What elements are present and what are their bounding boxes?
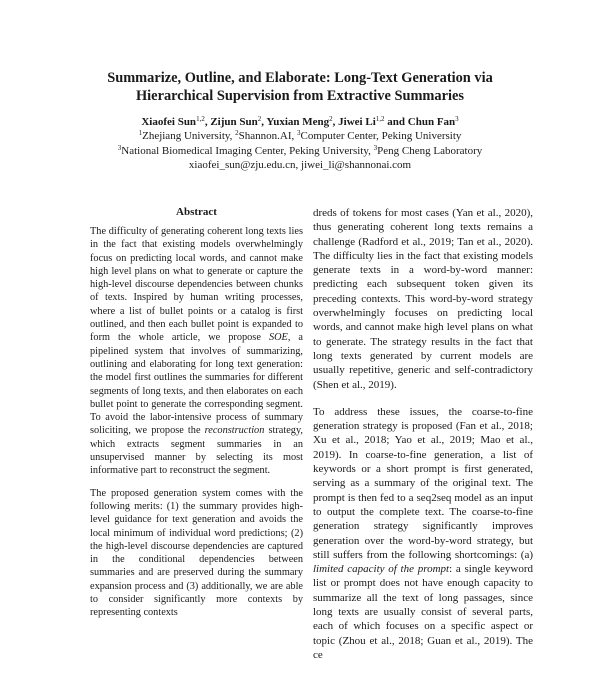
aff-sup: 3 [297, 129, 301, 138]
abstract-text: , a pipelined system that involves of summarizing, outlining and elaborating for long text generation: the model first outlines the summaries for different segments of long texts, and then elaborates on each bullet point to generate the corresponding segment. To avoid the labor-intensive process of summary soliciting, we propose the [90, 332, 304, 437]
abstract-emph: SOE [268, 332, 288, 344]
intro-text: : a single keyword list or prompt does not have enough capacity to summarize all the text of long passages, since long texts are usually consist of several parts, each of which focuses on a specific aspect or topic (Zhou et al., 2018; Guan et al., 2019). The ce [313, 563, 534, 661]
aff-sup: 3 [117, 143, 122, 152]
affiliation-line-1 [40, 129, 560, 143]
left-column [87, 206, 306, 628]
intro-paragraph-1: dreds of tokens for most cases (Yan et al., 2020), thus generating coherent long texts remains a challenge (Radford et al., 2019; Tan et al., 2020). The difficulty lies in the fact that existing models generate texts in a word-by-word manner: predicting each subsequent token given its preceding contexts. This word-by-word strategy overwhelmingly focuses on predicting local words, and cannot make high level plans on what to generate. The strategy results in the fact that long texts generated by current models are usually repetitive, generic and self-contradictory (Shen et al., 2019). [313, 207, 533, 391]
abstract-emph: reconstruction [204, 425, 265, 437]
aff-sup: 1 [138, 129, 143, 138]
aff-sup: 2 [235, 129, 239, 138]
author-sup: 2 [329, 115, 333, 123]
abstract-body [90, 225, 303, 620]
author-name: Chun Fan [407, 116, 456, 128]
author-name: Xiaofei Sun [141, 116, 197, 128]
paper-title [60, 69, 540, 105]
affiliation: Shannon.AI, [238, 130, 298, 143]
author-sup: 2 [257, 115, 262, 123]
title-line-2: Hierarchical Supervision from Extractive Summaries [135, 88, 464, 104]
abstract-heading: Abstract [176, 206, 217, 218]
affiliation: Zhejiang University, [142, 130, 236, 143]
intro-emph: limited capacity of the prompt [313, 563, 450, 576]
intro-text: To address these issues, the coarse-to-fine generation strategy is proposed (Fan et al., 2018; Xu et al., 2018; Yao et al., 2019; Mao et al., 2019). In coarse-to-fine generation, a list of keywords or a short prompt is first generated, serving as a summary of the original text. The prompt is then fed to a seq2seq model as an input to output the complete text. The coarse-to-fine generation strategy significantly improves generation over the word-by-word strategy, but still suffers from the following shortcomings: (a) [313, 405, 533, 561]
affiliation-line-2 [40, 144, 560, 158]
author-sup: 3 [455, 115, 459, 123]
author-emails: xiaofei_sun@zju.edu.cn, jiwei_li@shannonai.com [188, 159, 412, 172]
author-name: Jiwei Li [338, 116, 376, 128]
author-name: Yuxian Meng [266, 116, 330, 128]
abstract-paragraph [90, 225, 303, 478]
abstract-paragraph-2: The proposed generation system comes with the following merits: (1) the summary provides high-level guidance for text generation and avoids the local minimum of individual word predictions; (2) the high-level discourse dependencies are captured in the conditional dependencies between summaries and are preserved during the summary expansion process and (3) additionally, we are able to consider significantly more contexts by representing contexts [90, 487, 303, 619]
intro-paragraph-2 [313, 405, 533, 662]
abstract-text: strategy, which extracts segment summaries in an unsupervised manner by selecting its most informative part to reconstruct the segment. [90, 425, 304, 477]
aff-sup: 3 [373, 143, 378, 152]
author-block [40, 115, 560, 173]
author-sup: 1,2 [196, 115, 205, 123]
abstract-text: The difficulty of generating coherent long texts lies in the fact that existing models overwhelmingly focus on predicting local words, and cannot make high level plans on what to generate or capture the high-level discourse dependencies between chunks of texts. Inspired by human writing processes, where a list of bullet points or a catalog is first outlined, and then each bullet point is expanded to form the whole article, we propose [90, 226, 303, 344]
affiliation: National Biomedical Imaging Center, Peking University, [121, 144, 374, 157]
right-column [313, 206, 533, 675]
author-sup: 1,2 [375, 115, 385, 123]
affiliation: Peng Cheng Laboratory [377, 144, 483, 157]
author-name: Zijun Sun [210, 116, 258, 128]
affiliation: Computer Center, Peking University [300, 130, 462, 143]
author-names: Xiaofei Sun$^{1,2}$, Zijun Sun$^2$, Yuxian Meng$^2$, Jiwei Li$^{1,2}$ and Chun Fan$^3$ [141, 115, 459, 128]
title-line-1: Summarize, Outline, and Elaborate: Long-Text Generation via [107, 70, 493, 86]
